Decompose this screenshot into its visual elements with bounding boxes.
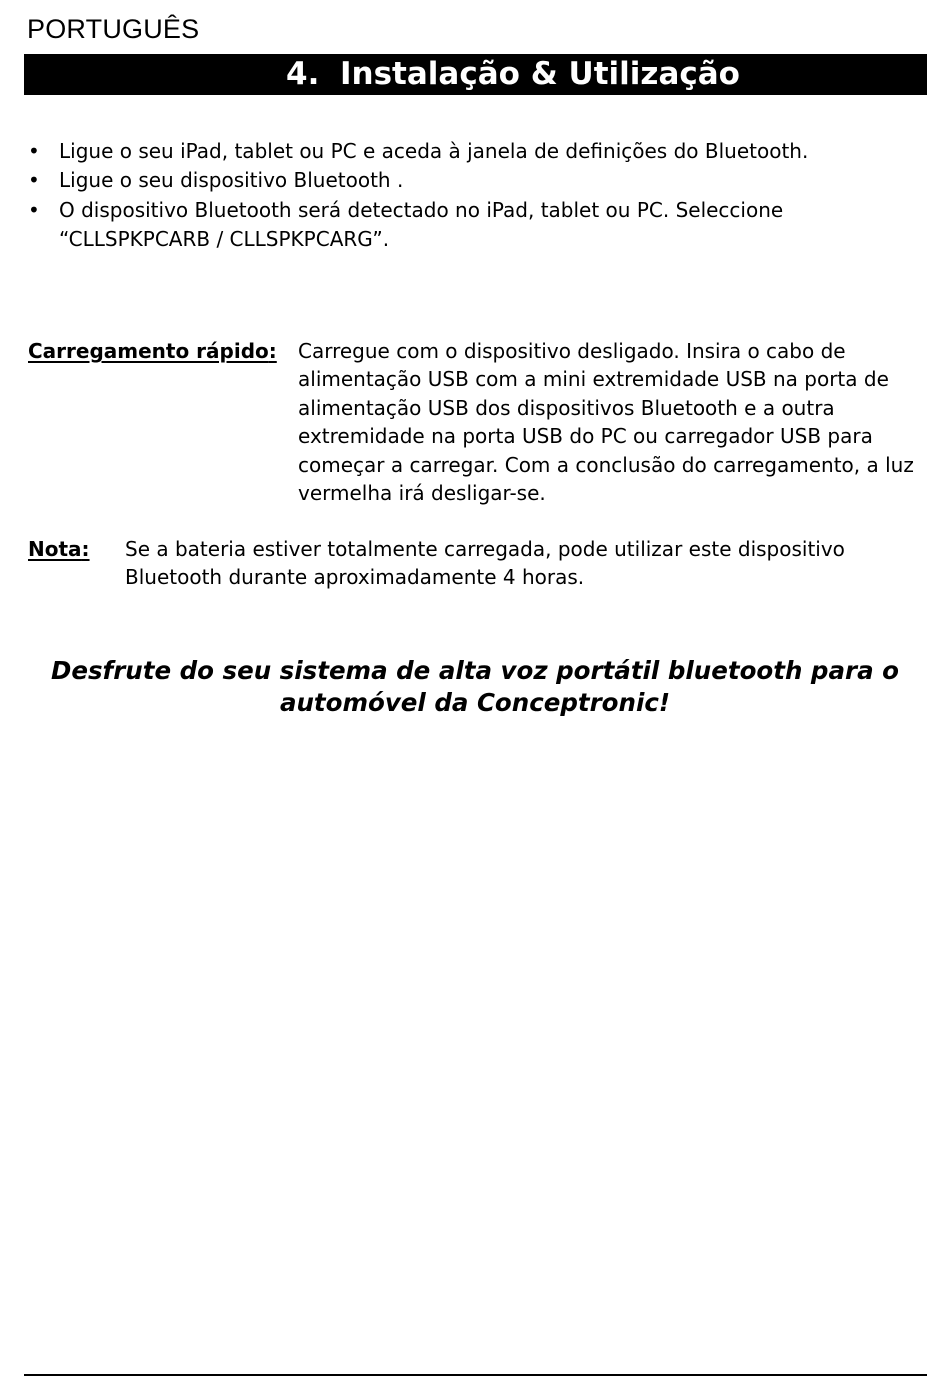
closing-message: Desfrute do seu sistema de alta voz portátil bluetooth para o automóvel da Conceptronic! <box>51 656 899 717</box>
bullet-icon: • <box>28 139 40 163</box>
list-item <box>28 196 908 255</box>
note-term: Nota: <box>28 537 90 561</box>
bullet-icon: • <box>28 168 40 193</box>
note-text: Se a bateria estiver totalmente carregada, pode utilizar este dispositivo Bluetooth durante aproximadamente 4 horas. <box>125 537 845 590</box>
bullet-icon: • <box>28 197 40 222</box>
quick-charge-term: Carregamento rápido: <box>28 339 277 363</box>
list-item <box>28 166 908 195</box>
quick-charge-text: Carregue com o dispositivo desligado. Insira o cabo de alimentação USB com a mini extremidade USB na porta de alimentação USB dos dispositivos Bluetooth e a outra extremidade na porta USB do PC ou carregador USB para começar a carregar. Com a conclusão do carregamento, a luz vermelha irá desligar-se. <box>298 339 914 506</box>
footer-divider <box>24 1374 927 1376</box>
section-header-bar <box>24 54 927 95</box>
step-text: Ligue o seu iPad, tablet ou PC e aceda à janela de definições do Bluetooth. <box>59 139 809 163</box>
step-text: O dispositivo Bluetooth será detectado no iPad, tablet ou PC. Seleccione “CLLSPKPCARB / CLLSPKPCARG”. <box>59 197 784 251</box>
step-text: Ligue o seu dispositivo Bluetooth . <box>59 168 404 193</box>
list-item <box>28 137 908 166</box>
section-number: 4. <box>286 56 320 92</box>
language-label: PORTUGUÊS <box>27 14 200 44</box>
installation-steps-list <box>28 137 908 254</box>
section-title: Instalação & Utilização <box>340 56 740 92</box>
